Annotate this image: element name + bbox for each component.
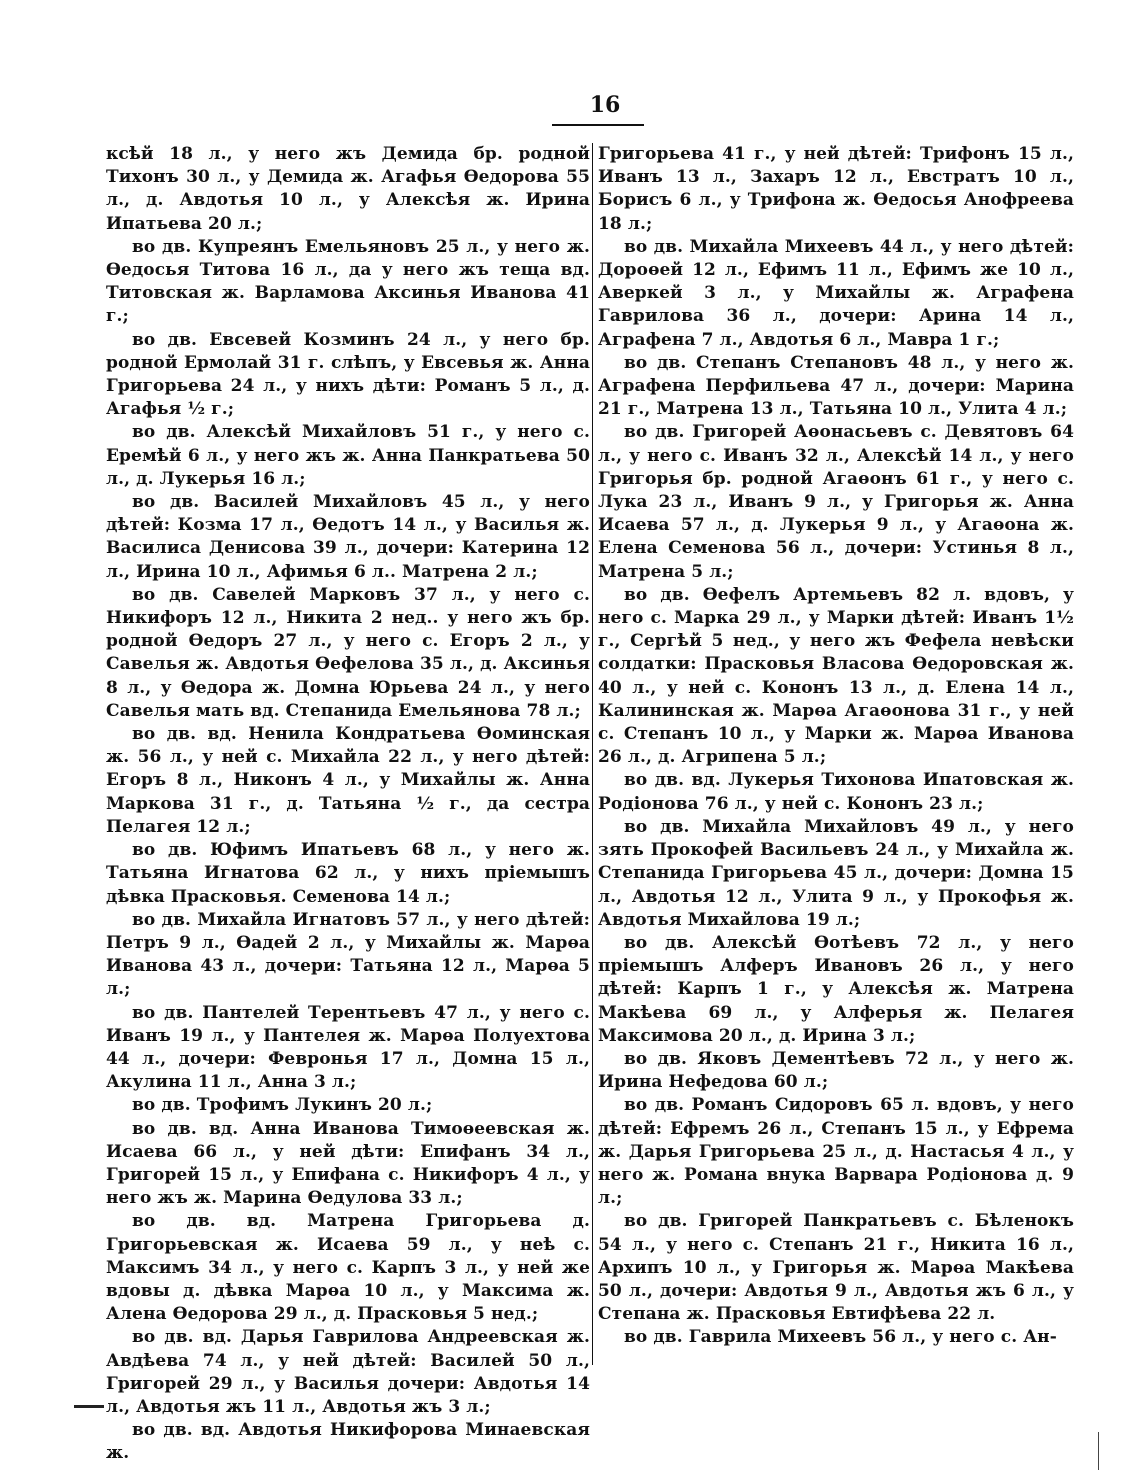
left-column (106, 143, 590, 1466)
household-entry: во дв. вд. Анна Иванова Тимоөеевская ж. Исаева 66 л., у ней дѣти: Епифанъ 34 л., Григорей 15 л., у Епифана с. Никифоръ 4 л., у него жъ ж. Марина Өедулова 33 л.; (106, 1118, 590, 1209)
household-entry: во дв. Алексѣй Михайловъ 51 г., у него с. Еремѣй 6 л., у него жъ ж. Анна Панкратьева 50 л., д. Лукерья 16 л.; (106, 422, 590, 489)
household-entry: во дв. Михайла Михеевъ 44 л., у него дѣтей: Дороөей 12 л., Ефимъ 11 л., Ефимъ же 10 л., Аверкей 3 л., у Михайлы ж. Аграфена Гаврилова 36 л., дочери: Арина 14 л., Аграфена 7 л., Авдотья 6 л., Мавра 1 г.; (598, 236, 1074, 350)
household-entry: во дв. Яковъ Дементѣевъ 72 л., у него ж. Ирина Нефедова 60 л.; (598, 1048, 1074, 1093)
household-entry: во дв. вд. Дарья Гаврилова Андреевская ж. Авдѣева 74 л., у ней дѣтей: Василей 50 л., Григорей 29 л., у Василья дочери: Авдотья 14 л., Авдотья жъ 11 л., Авдотья жъ 3 л.; (106, 1327, 590, 1417)
household-entry: во дв. вд. Матрена Григорьева д. Григорьевская ж. Исаева 59 л., у неѣ с. Максимъ 34 л., у него с. Карпъ 3 л., у ней же вдовы д. дѣвка Марөа 10 л., у Максима ж. Алена Өедорова 29 л., д. Прасковья 5 нед.; (106, 1211, 590, 1325)
household-entry: во дв. Савелей Марковъ 37 л., у него с. Никифоръ 12 л., Никита 2 нед.. у него жъ бр. родной Өедоръ 27 л., у него с. Егоръ 2 л., у Савелья ж. Авдотья Өефелова 35 л., д. Аксинья 8 л., у Өедора ж. Домна Юрьева 24 л., у него Савелья мать вд. Степанида Емельянова 78 л.; (106, 584, 590, 721)
household-entry: ксѣй 18 л., у него жъ Демида бр. родной Тихонъ 30 л., у Демида ж. Агафья Өедорова 55 л., д. Авдотья 10 л., у Алексѣя ж. Ирина Ипатьева 20 л.; (106, 144, 590, 234)
household-entry: во дв. Юфимъ Ипатьевъ 68 л., у него ж. Татьяна Игнатова 62 л., у нихъ пріемышъ дѣвка Прасковья. Семенова 14 л.; (106, 840, 590, 907)
household-entry: во дв. Гаврила Михеевъ 56 л., у него с. Ан- (624, 1327, 1057, 1348)
household-entry: во дв. Алексѣй Өотѣевъ 72 л., у него пріемышъ Алферъ Ивановъ 26 л., у него дѣтей: Карпъ 1 г., у Алексѣя ж. Матрена Макѣева 69 л., у Алферья ж. Пелагея Максимова 20 л., д. Ирина 3 л.; (598, 932, 1074, 1046)
household-entry: во дв. Михайла Михайловъ 49 л., у него зять Прокофей Васильевъ 24 л., у Михайла ж. Степанида Григорьева 45 л., дочери: Домна 15 л., Авдотья 12 л., Улита 9 л., у Прокофья ж. Авдотья Михайлова 19 л.; (598, 816, 1074, 930)
household-entry: во дв. Евсевей Козминъ 24 л., у него бр. родной Ермолай 31 г. слѣпъ, у Евсевья ж. Анна Григорьева 24 л., у нихъ дѣти: Романъ 5 л., д. Агафья ½ г.; (106, 329, 590, 420)
household-entry: во дв. Василей Михайловъ 45 л., у него дѣтей: Козма 17 л., Өедотъ 14 л., у Василья ж. Василиса Денисова 39 л., дочери: Катерина 12 л., Ирина 10 л., Афимья 6 л.. Матрена 2 л.; (106, 492, 590, 582)
margin-mark (74, 1405, 104, 1408)
household-entry: во дв. вд. Лукерья Тихонова Ипатовская ж. Родіонова 76 л., у ней с. Кононъ 23 л.; (598, 770, 1074, 814)
household-entry: во дв. Өефелъ Артемьевъ 82 л. вдовъ, у него с. Марка 29 л., у Марки дѣтей: Иванъ 1½ г., Сергѣй 5 нед., у него жъ Фефела невѣски солдатки: Прасковья Власова Өедоровская ж. 40 л., у ней с. Кононъ 13 л., д. Елена 14 л., Калининская ж. Марөа Агаөонова 31 г., у ней с. Степанъ 10 л., у Марки ж. Марөа Иванова 26 л., д. Агрипена 5 л.; (598, 584, 1074, 768)
household-entry: во дв. Григорей Панкратьевъ с. Бѣленокъ 54 л., у него с. Степанъ 21 г., Никита 16 л., Архипъ 10 л., у Григорья ж. Марөа Макѣева 50 л., дочери: Авдотья 9 л., Авдотья жъ 6 л., у Степана ж. Прасковья Евтифѣева 22 л. (598, 1211, 1074, 1325)
right-column (598, 143, 1074, 1350)
household-entry: во дв. Купреянъ Емельяновъ 25 л., у него ж. Өедосья Титова 16 л., да у него жъ теща вд. Титовская ж. Варламова Аксинья Иванова 41 г.; (106, 236, 590, 327)
household-entry: во дв. Григорей Аөонасьевъ с. Девятовъ 64 л., у него с. Иванъ 32 л., Алексѣй 14 л., у него Григорья бр. родной Агаөонъ 61 г., у него с. Лука 23 л., Иванъ 9 л., у Григорья ж. Анна Исаева 57 л., д. Лукерья 9 л., у Агаөона ж. Елена Семенова 56 л., дочери: Устинья 8 л., Матрена 5 л.; (598, 422, 1074, 582)
header-rule (552, 124, 644, 126)
household-entry: во дв. Романъ Сидоровъ 65 л. вдовъ, у него дѣтей: Ефремъ 26 л., Степанъ 15 л., у Ефрема ж. Дарья Григорьева 25 л., д. Настасья 4 л., у него ж. Романа внука Варвара Родіонова д. 9 л.; (598, 1095, 1074, 1209)
household-entry: во дв. Пантелей Терентьевъ 47 л., у него с. Иванъ 19 л., у Пантелея ж. Марөа Полуехтова 44 л., дочери: Февронья 17 л., Домна 15 л., Акулина 11 л., Анна 3 л.; (106, 1002, 590, 1093)
household-entry: Григорьева 41 г., у ней дѣтей: Трифонъ 15 л., Иванъ 13 л., Захаръ 12 л., Евстратъ 10 л., Борисъ 6 л., у Трифона ж. Өедосья Анофреева 18 л.; (598, 144, 1074, 234)
edge-tick (1098, 1432, 1099, 1470)
page-number: 16 (589, 92, 621, 118)
household-entry: во дв. Михайла Игнатовъ 57 л., у него дѣтей: Петръ 9 л., Өадей 2 л., у Михайлы ж. Марөа Иванова 43 л., дочери: Татьяна 12 л., Марөа 5 л.; (106, 909, 590, 1000)
household-entry: во дв. вд. Авдотья Никифорова Минаевская ж. (106, 1420, 590, 1464)
household-entry: во дв. вд. Ненила Кондратьева Өоминская ж. 56 л., у ней с. Михайла 22 л., у него дѣтей: Егоръ 8 л., Никонъ 4 л., у Михайлы ж. Анна Маркова 31 г., д. Татьяна ½ г., да сестра Пелагея 12 л.; (106, 724, 590, 837)
column-divider (592, 143, 593, 1365)
household-entry: во дв. Степанъ Степановъ 48 л., у него ж. Аграфена Перфильева 47 л., дочери: Марина 21 г., Матрена 13 л., Татьяна 10 л., Улита 4 л.; (598, 352, 1074, 420)
household-entry: во дв. Трофимъ Лукинъ 20 л.; (132, 1095, 433, 1116)
